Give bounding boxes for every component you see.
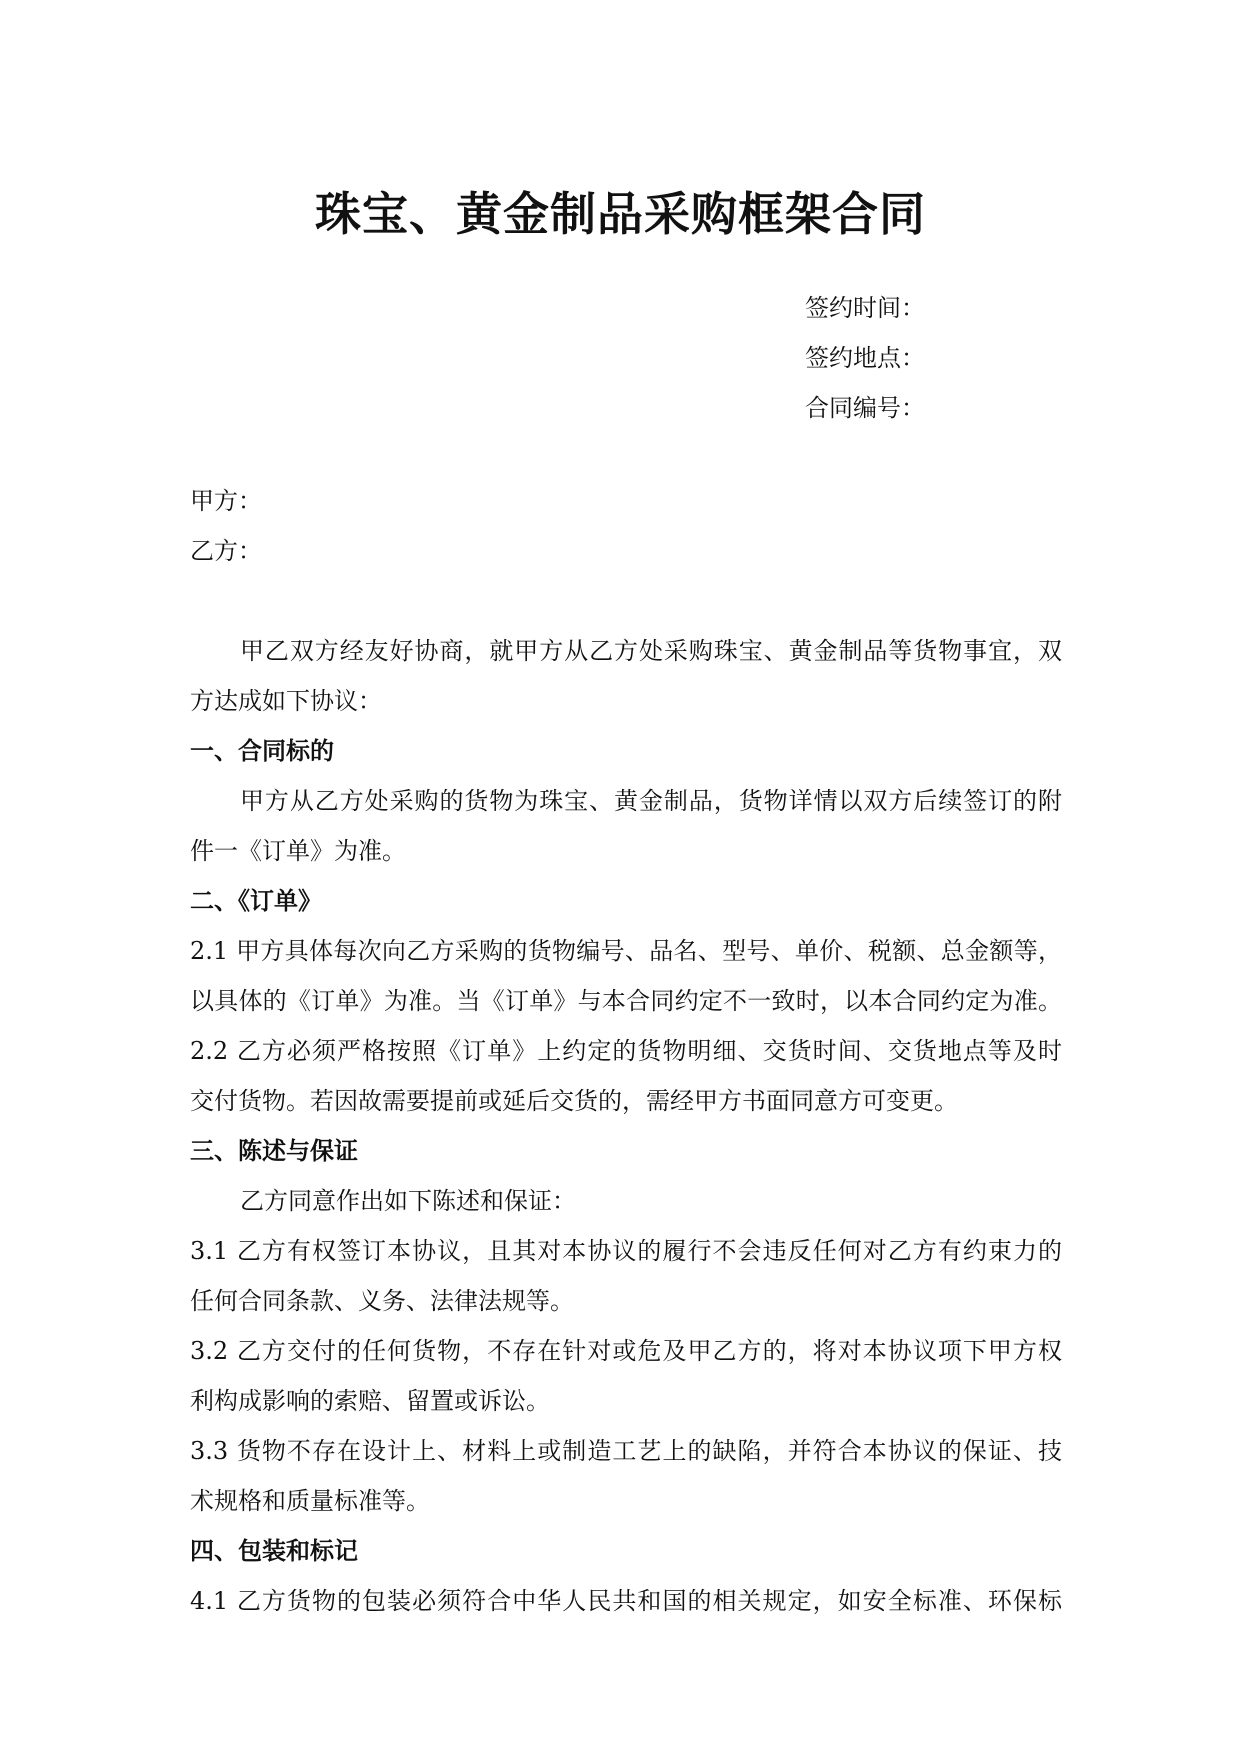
- clause-line: 3.3 货物不存在设计上、材料上或制造工艺上的缺陷，并符合本协议的保证、技: [190, 1437, 1062, 1465]
- sign-place-label: 签约地点：: [805, 344, 925, 372]
- paragraph-line: 乙方同意作出如下陈述和保证：: [240, 1187, 576, 1215]
- paragraph-line: 件一《订单》为准。: [190, 837, 406, 865]
- clause-line: 2.1 甲方具体每次向乙方采购的货物编号、品名、型号、单价、税额、总金额等，: [190, 937, 1062, 965]
- document-title: 珠宝、黄金制品采购框架合同: [315, 187, 926, 241]
- sign-time-label: 签约时间：: [805, 294, 925, 322]
- clause-line: 4.1 乙方货物的包装必须符合中华人民共和国的相关规定，如安全标准、环保标: [190, 1587, 1062, 1615]
- section-heading: 四、包装和标记: [190, 1537, 358, 1565]
- clause-line: 术规格和质量标准等。: [190, 1487, 430, 1515]
- section-heading: 一、合同标的: [190, 737, 334, 765]
- clause-line: 2.2 乙方必须严格按照《订单》上约定的货物明细、交货时间、交货地点等及时: [190, 1037, 1062, 1065]
- party-b-label: 乙方：: [190, 537, 262, 565]
- clause-line: 交付货物。若因故需要提前或延后交货的，需经甲方书面同意方可变更。: [190, 1087, 958, 1115]
- clause-line: 3.1 乙方有权签订本协议，且其对本协议的履行不会违反任何对乙方有约束力的: [190, 1237, 1062, 1265]
- party-a-label: 甲方：: [190, 487, 262, 515]
- contract-body: [190, 476, 1062, 1626]
- clause-line: 任何合同条款、义务、法律法规等。: [190, 1287, 574, 1315]
- clause-line: 以具体的《订单》为准。当《订单》与本合同约定不一致时，以本合同约定为准。: [190, 987, 1062, 1015]
- paragraph-line: 甲方从乙方处采购的货物为珠宝、黄金制品，货物详情以双方后续签订的附: [240, 787, 1062, 815]
- contract-meta: [805, 283, 925, 433]
- blank-line: [190, 576, 1062, 626]
- intro-line: 甲乙双方经友好协商，就甲方从乙方处采购珠宝、黄金制品等货物事宜，双: [240, 637, 1062, 665]
- intro-line: 方达成如下协议：: [190, 687, 382, 715]
- section-heading: 三、陈述与保证: [190, 1137, 358, 1165]
- contract-number-label: 合同编号：: [805, 394, 925, 422]
- section-heading: 二、《订单》: [190, 887, 322, 915]
- clause-line: 3.2 乙方交付的任何货物，不存在针对或危及甲乙方的，将对本协议项下甲方权: [190, 1337, 1062, 1365]
- clause-line: 利构成影响的索赔、留置或诉讼。: [190, 1387, 550, 1415]
